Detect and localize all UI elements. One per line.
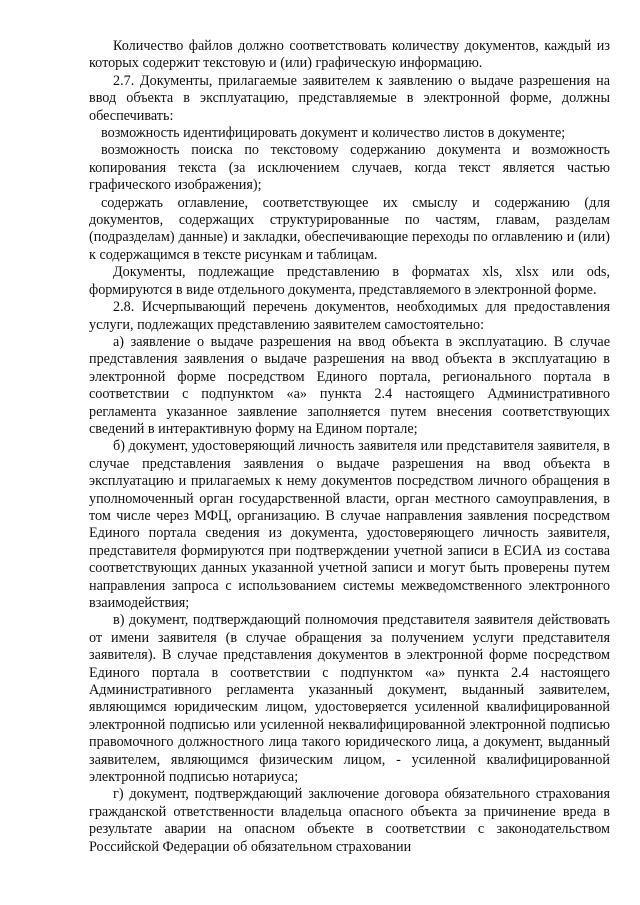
paragraph-2-8: 2.8. Исчерпывающий перечень документов, необходимых для предоставления услуги, подлежащих представлению заявителем самостоятельно:: [89, 299, 610, 333]
paragraph-search: возможность поиска по текстовому содержанию документа и возможность копирования текста (за исключением случаев, когда текст является частью графического изображения);: [89, 142, 610, 194]
paragraph-item-a: а) заявление о выдаче разрешения на ввод объекта в эксплуатацию. В случае представления заявления о выдаче разрешения на ввод объекта в эксплуатацию в электронной форме посредством Единого портала, регионального портала в соответствии с подпунктом «а» пункта 2.4 настоящего Административного регламента указанное заявление заполняется путем внесения соответствующих сведений в интерактивную форму на Едином портале;: [89, 333, 610, 437]
paragraph-file-count: Количество файлов должно соответствовать количеству документов, каждый из которых содержит текстовую и (или) графическую информацию.: [89, 38, 610, 72]
paragraph-item-g: г) документ, подтверждающий заключение договора обязательного страхования гражданской ответственности владельца опасного объекта за причинение вреда в результате аварии на опасном объекте в соответствии с законодательством Российской Федерации об обязательном страховании: [89, 786, 610, 855]
paragraph-item-v: в) документ, подтверждающий полномочия представителя заявителя действовать от имени заявителя (в случае обращения за получением услуги представителя заявителя). В случае представления документов в электронной форме посредством Единого портала в соответствии с подпунктом «а» пункта 2.4 настоящего Административного регламента указанный документ, выданный заявителем, являющимся юридическим лицом, удостоверяется усиленной квалифицированной электронной подписью или усиленной неквалифицированной электронной подписью правомочного должностного лица такого юридического лица, а документ, выданный заявителем, являющимся физическим лицом, - усиленной квалифицированной электронной подписью нотариуса;: [89, 612, 610, 786]
paragraph-formats: Документы, подлежащие представлению в форматах xls, xlsx или ods, формируются в виде отдельного документа, представляемого в электронной форме.: [89, 264, 610, 298]
paragraph-toc: содержать оглавление, соответствующее их смыслу и содержанию (для документов, содержащих структурированные по частям, главам, разделам (подразделам) данные) и закладки, обеспечивающие переходы по оглавлению и (или) к содержащимся в тексте рисункам и таблицам.: [89, 194, 610, 263]
document-body: [89, 38, 610, 856]
paragraph-identify: возможность идентифицировать документ и количество листов в документе;: [101, 125, 566, 142]
paragraph-2-7: 2.7. Документы, прилагаемые заявителем к заявлению о выдаче разрешения на ввод объекта в эксплуатацию, представляемые в электронной форме, должны обеспечивать:: [89, 72, 610, 124]
paragraph-item-b: б) документ, удостоверяющий личность заявителя или представителя заявителя, в случае представления заявления о выдаче разрешения на ввод объекта в эксплуатацию и прилагаемых к нему документов посредством личного обращения в уполномоченный орган государственной власти, орган местного самоуправления, в том числе через МФЦ, организацию. В случае направления заявления посредством Единого портала сведения из документа, удостоверяющего личность заявителя, представителя формируются при подтверждении учетной записи в ЕСИА из состава соответствующих данных указанной учетной записи и могут быть проверены путем направления запроса с использованием системы межведомственного электронного взаимодействия;: [89, 438, 610, 611]
